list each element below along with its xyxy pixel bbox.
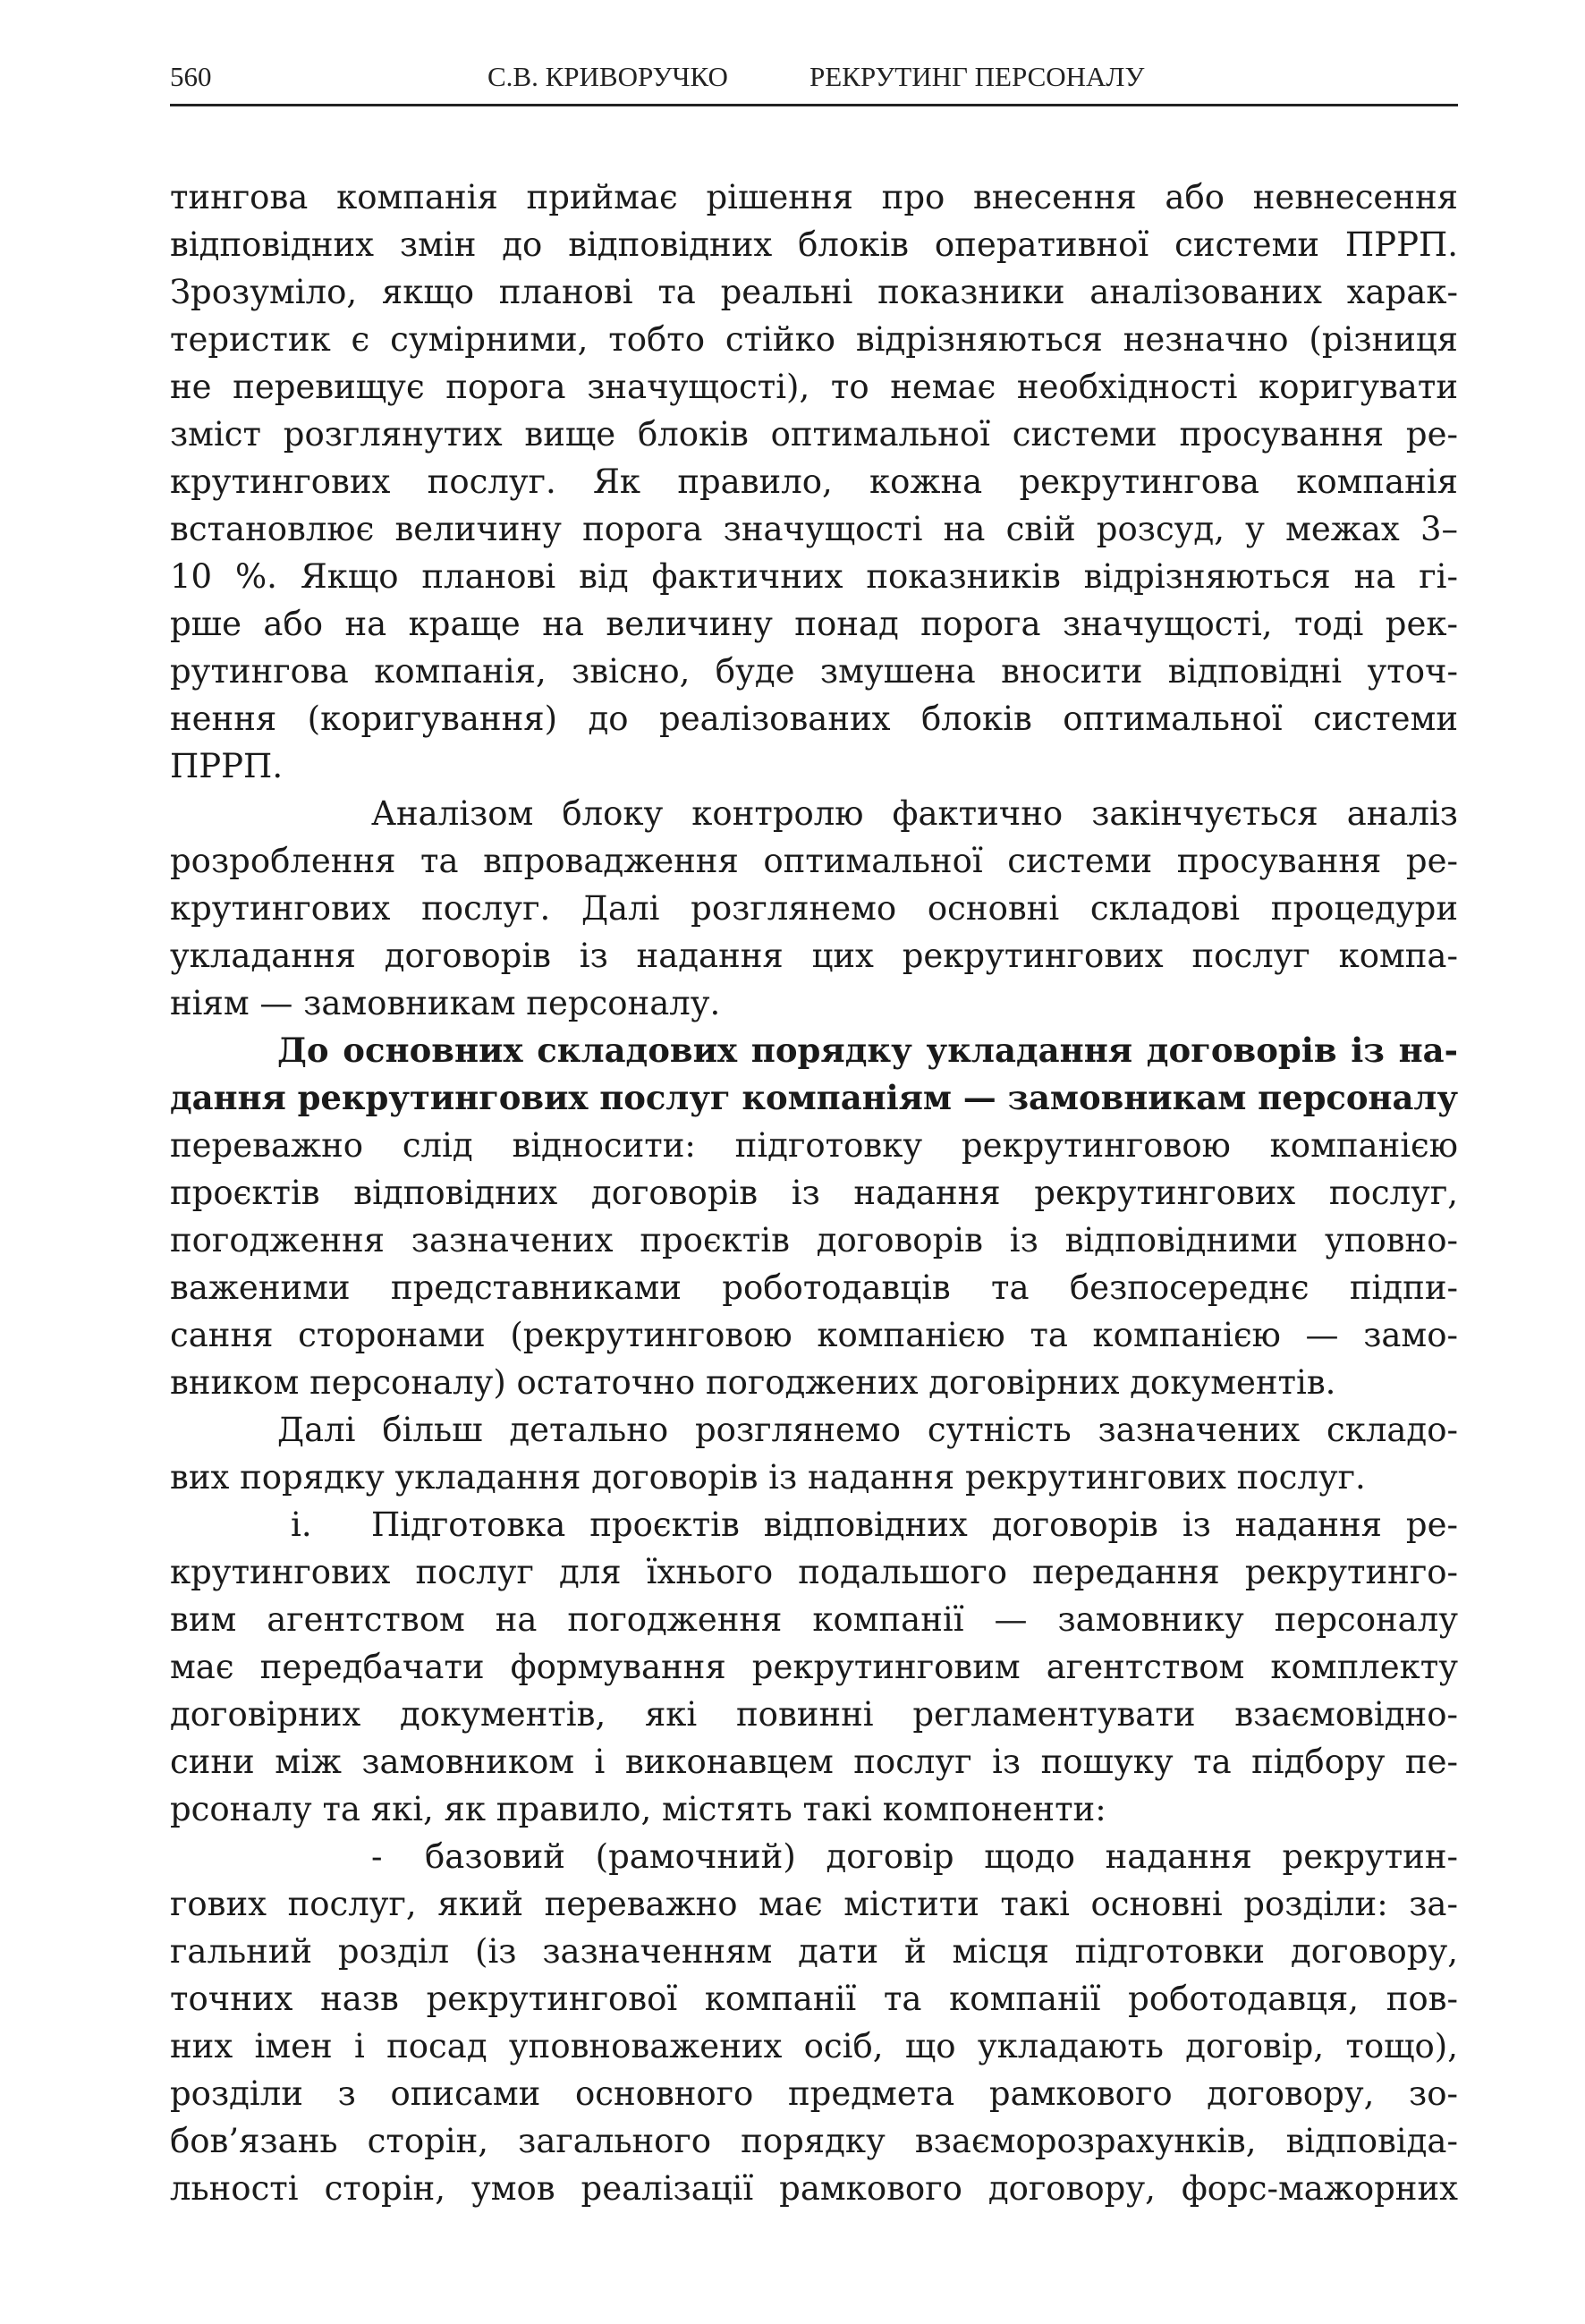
text-line: укладання договорів із надання цих рекрутингових послуг компа- bbox=[170, 937, 1458, 975]
text-line: встановлює величину порога значущості на свій розсуд, у межах 3– bbox=[170, 510, 1458, 548]
text-line: крутингових послуг. Як правило, кожна рекрутингова компанія bbox=[170, 462, 1458, 501]
paragraph-first-line: Аналізом блоку контролю фактично закінчується аналіз bbox=[371, 794, 1458, 833]
text-line: погодження зазначених проєктів договорів із відповідними уповно- bbox=[170, 1221, 1458, 1260]
text-line: крутингових послуг для їхнього подальшого передання рекрутинго- bbox=[170, 1553, 1458, 1591]
text-line: теристик є сумірними, тобто стійко відрізняються незначно (різниця bbox=[170, 320, 1458, 359]
text-line: розроблення та впровадження оптимальної системи просування ре- bbox=[170, 842, 1458, 880]
header-book-title: РЕКРУТИНГ ПЕРСОНАЛУ bbox=[809, 61, 1145, 92]
text-line: договірних документів, які повинні регламентувати взаємовідно- bbox=[170, 1695, 1458, 1734]
bold-paragraph-first-line: До основних складових порядку укладання договорів із на- bbox=[277, 1031, 1458, 1070]
text-line: них імен і посад уповноважених осіб, що укладають договір, тощо), bbox=[170, 2027, 1458, 2065]
paragraph-first-line: Далі більш детально розглянемо сутність зазначених складо- bbox=[277, 1411, 1458, 1449]
text-line: ПРРП. bbox=[170, 747, 284, 785]
text-line: вим агентством на погодження компанії — замовнику персоналу bbox=[170, 1600, 1458, 1639]
text-line: гових послуг, який переважно має містити такі основні розділи: за- bbox=[170, 1885, 1458, 1923]
item-number: i. bbox=[291, 1506, 312, 1544]
text-line: не перевищує порога значущості), то немає необхідності коригувати bbox=[170, 368, 1458, 406]
text-line: тингова компанія приймає рішення про внесення або невнесення bbox=[170, 178, 1458, 216]
text-line: рсоналу та які, як правило, містять такі компоненти: bbox=[170, 1790, 1106, 1828]
text-line: важеними представниками роботодавців та безпосереднє підпи- bbox=[170, 1268, 1458, 1307]
bullet-dash: - bbox=[371, 1837, 383, 1876]
text-line: рше або на краще на величину понад порога значущості, тоді рек- bbox=[170, 605, 1458, 643]
text-line: зміст розглянутих вище блоків оптимальної системи просування ре- bbox=[170, 415, 1458, 454]
text-line: льності сторін, умов реалізації рамкового договору, форс-мажорних bbox=[170, 2169, 1458, 2208]
text-line: проєктів відповідних договорів із надання рекрутингових послуг, bbox=[170, 1174, 1458, 1212]
bullet-text: базовий (рамочний) договір щодо надання рекрутин- bbox=[425, 1837, 1458, 1876]
text-line: розділи з описами основного предмета рамкового договору, зо- bbox=[170, 2074, 1458, 2113]
bullet-item-line bbox=[170, 1833, 1458, 1880]
text-line: сання сторонами (рекрутинговою компанією та компанією — замо- bbox=[170, 1316, 1458, 1354]
bold-text-line: дання рекрутингових послуг компаніям — замовникам персоналу bbox=[170, 1078, 1458, 1117]
text-line: точних назв рекрутингової компанії та компанії роботодавця, пов- bbox=[170, 1980, 1458, 2018]
text-line: Зрозуміло, якщо планові та реальні показники аналізованих харак- bbox=[170, 273, 1458, 311]
body-text bbox=[170, 174, 1458, 2212]
text-line: вником персоналу) остаточно погоджених договірних документів. bbox=[170, 1363, 1336, 1402]
running-header bbox=[170, 59, 1458, 106]
text-line: сини між замовником і виконавцем послуг із пошуку та підбору пе- bbox=[170, 1743, 1458, 1781]
text-line: переважно слід відносити: підготовку рекрутинговою компанією bbox=[170, 1126, 1458, 1165]
text-line: крутингових послуг. Далі розглянемо основні складові процедури bbox=[170, 889, 1458, 928]
text-line: 10 %. Якщо планові від фактичних показників відрізняються на гі- bbox=[170, 557, 1458, 596]
text-line: ніям — замовникам персоналу. bbox=[170, 984, 721, 1022]
text-line: бов’язань сторін, загального порядку взаєморозрахунків, відповіда- bbox=[170, 2122, 1458, 2160]
header-author: С.В. КРИВОРУЧКО bbox=[487, 61, 728, 92]
numbered-item-line bbox=[170, 1501, 1458, 1548]
text-line: рутингова компанія, звісно, буде змушена вносити відповідні уточ- bbox=[170, 652, 1458, 691]
text-line: вих порядку укладання договорів із надання рекрутингових послуг. bbox=[170, 1458, 1366, 1497]
page-number: 560 bbox=[170, 61, 212, 92]
text-line: відповідних змін до відповідних блоків оперативної системи ПРРП. bbox=[170, 225, 1458, 264]
text-line: нення (коригування) до реалізованих блоків оптимальної системи bbox=[170, 700, 1458, 738]
item-text: Підготовка проєктів відповідних договорів із надання ре- bbox=[371, 1506, 1458, 1544]
text-line: має передбачати формування рекрутинговим агентством комплекту bbox=[170, 1648, 1458, 1686]
text-line: гальний розділ (із зазначенням дати й місця підготовки договору, bbox=[170, 1932, 1458, 1971]
